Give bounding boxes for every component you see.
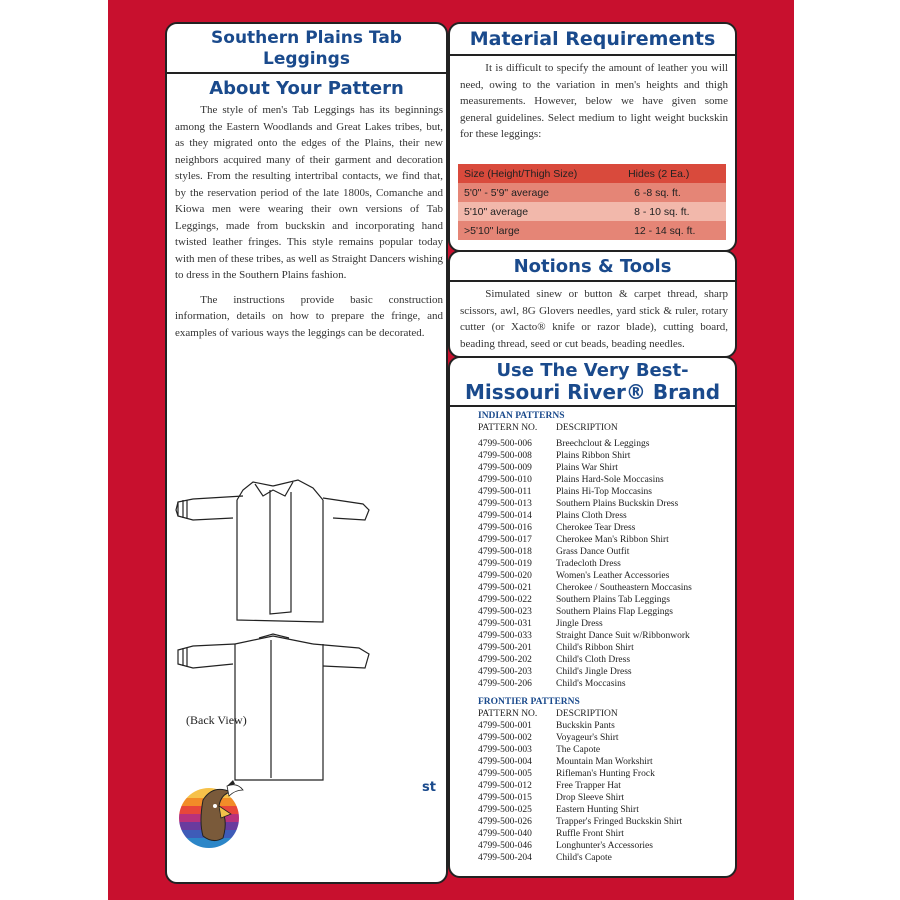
pattern-number: 4799-500-031 <box>478 619 532 629</box>
pattern-number: 4799-500-008 <box>478 451 532 461</box>
material-card <box>448 22 737 252</box>
about-paragraph-2: The instructions provide basic construction information, details on how to prepare the fringe, and examples of various ways the leggings can be decorated. <box>175 293 443 339</box>
size-cell: 5'10" average <box>464 205 529 218</box>
hides-cell: 12 - 14 sq. ft. <box>634 224 696 237</box>
pattern-number: 4799-500-010 <box>478 475 532 485</box>
pattern-number: 4799-500-009 <box>478 463 532 473</box>
pattern-description: Cherokee Man's Ribbon Shirt <box>556 535 669 545</box>
pattern-row <box>478 828 692 840</box>
pattern-row <box>478 522 692 534</box>
requirements-row <box>458 183 726 202</box>
pattern-number: 4799-500-023 <box>478 607 532 617</box>
pattern-description: Cherokee / Southeastern Moccasins <box>556 583 692 593</box>
shirt-front-illustration <box>173 474 373 654</box>
pattern-row <box>478 654 692 666</box>
pattern-row <box>478 666 692 678</box>
pattern-description: Jingle Dress <box>556 619 603 629</box>
pattern-number: 4799-500-040 <box>478 829 532 839</box>
pattern-row <box>478 438 692 450</box>
pattern-description: Free Trapper Hat <box>556 781 621 791</box>
pattern-number: 4799-500-003 <box>478 745 532 755</box>
pattern-description: Cherokee Tear Dress <box>556 523 636 533</box>
pattern-description: Plains Hard-Sole Moccasins <box>556 475 664 485</box>
pattern-row <box>478 534 692 546</box>
pattern-row <box>478 462 692 474</box>
frontier-heading: FRONTIER PATTERNS <box>478 697 580 707</box>
pattern-number: 4799-500-019 <box>478 559 532 569</box>
pattern-number: 4799-500-206 <box>478 679 532 689</box>
pattern-number: 4799-500-026 <box>478 817 532 827</box>
pattern-description: Drop Sleeve Shirt <box>556 793 625 803</box>
pattern-number: 4799-500-011 <box>478 487 532 497</box>
pattern-number: 4799-500-017 <box>478 535 532 545</box>
pattern-description: Plains Ribbon Shirt <box>556 451 631 461</box>
pattern-description: Voyageur's Shirt <box>556 733 619 743</box>
pattern-number: 4799-500-020 <box>478 571 532 581</box>
hides-cell: 8 - 10 sq. ft. <box>634 205 690 218</box>
about-text <box>175 102 443 341</box>
pattern-description: Southern Plains Buckskin Dress <box>556 499 679 509</box>
size-cell: >5'10" large <box>464 224 520 237</box>
about-paragraph-1: The style of men's Tab Leggings has its beginnings among the Eastern Woodlands and Great Lakes tribes, but, as they migrated onto the edges of the Plains, their new neighbors acquired many of their garment and decoration styles. From the resulting intertribal contacts, we find that, by the reservation period of the late 1800s, Comanche and Kiowa men were wearing their own versions of Tab Leggings, made from buckskin and incorporating hand twisted leather fringes. This style remains popular today with men of these tribes, as well as Straight Dancers wishing to dress in the Southern Plains fashion. <box>175 104 443 281</box>
material-heading: Material Requirements <box>469 28 716 50</box>
pattern-row <box>478 606 692 618</box>
pattern-description: Southern Plains Flap Leggings <box>556 607 673 617</box>
pattern-description: The Capote <box>556 745 601 755</box>
pattern-row <box>478 486 692 498</box>
pattern-row <box>478 720 692 732</box>
notions-text: Simulated sinew or button & carpet thread, sharp scissors, awl, 8G Glovers needles, yard stick & ruler, rotary cutter (or Xacto® knife or razor blade), cutting board, beading thread, seed or cut beads, beading needles. <box>460 288 728 350</box>
pattern-number: 4799-500-013 <box>478 499 532 509</box>
pattern-description: Plains War Shirt <box>556 463 618 473</box>
pattern-description: Child's Moccasins <box>556 679 626 689</box>
pattern-description: Straight Dance Suit w/Ribbonwork <box>556 631 690 641</box>
pattern-row <box>478 582 692 594</box>
pattern-row <box>478 630 692 642</box>
pattern-number: 4799-500-021 <box>478 583 532 593</box>
pattern-row <box>478 792 692 804</box>
frontier-rows <box>478 720 692 864</box>
pattern-number: 4799-500-046 <box>478 841 532 851</box>
pattern-description: Ruffle Front Shirt <box>556 829 624 839</box>
pattern-row <box>478 642 692 654</box>
stray-text: st <box>422 780 436 795</box>
pattern-number: 4799-500-201 <box>478 643 532 653</box>
requirements-table <box>458 164 726 240</box>
pattern-row <box>478 816 692 828</box>
pattern-title: Southern Plains Tab Leggings <box>211 28 402 69</box>
pattern-number: 4799-500-202 <box>478 655 532 665</box>
hides-cell: 6 -8 sq. ft. <box>634 186 681 199</box>
column-headers <box>478 708 692 720</box>
material-text: It is difficult to specify the amount of leather you will need, owing to the variation in men's heights and thigh measurements. However, below we have given some general guidelines. Select medium to light weight buckskin for these leggings: <box>460 62 728 140</box>
pattern-number: 4799-500-004 <box>478 757 532 767</box>
pattern-list <box>478 410 692 864</box>
pattern-description: Rifleman's Hunting Frock <box>556 769 655 779</box>
pattern-row <box>478 678 692 690</box>
pattern-row <box>478 474 692 486</box>
size-cell: 5'0" - 5'9" average <box>464 186 550 199</box>
pattern-number: 4799-500-025 <box>478 805 532 815</box>
pattern-number: 4799-500-204 <box>478 853 532 863</box>
pattern-number: 4799-500-016 <box>478 523 532 533</box>
header-hides: Hides (2 Ea.) <box>628 167 690 180</box>
pattern-description: Plains Cloth Dress <box>556 511 627 521</box>
pattern-row <box>478 594 692 606</box>
pattern-row <box>478 732 692 744</box>
brand-line-2: Missouri River® Brand <box>464 380 721 404</box>
col-description: DESCRIPTION <box>556 423 618 433</box>
pattern-description: Mountain Man Workshirt <box>556 757 653 767</box>
requirements-row <box>458 202 726 221</box>
pattern-description: Breechclout & Leggings <box>556 439 650 449</box>
pattern-row <box>478 768 692 780</box>
column-headers <box>478 422 692 434</box>
pattern-description: Grass Dance Outfit <box>556 547 630 557</box>
pattern-number: 4799-500-001 <box>478 721 532 731</box>
pattern-row <box>478 546 692 558</box>
header-size: Size (Height/Thigh Size) <box>464 167 578 180</box>
requirements-row <box>458 221 726 240</box>
back-view-label: (Back View) <box>186 713 247 727</box>
indian-rows <box>478 438 692 690</box>
eagle-logo <box>173 778 253 858</box>
pattern-row <box>478 852 692 864</box>
col-pattern-no: PATTERN NO. <box>478 709 538 719</box>
pattern-row <box>478 498 692 510</box>
requirements-header-row <box>458 164 726 183</box>
pattern-description: Child's Capote <box>556 853 612 863</box>
pattern-row <box>478 840 692 852</box>
indian-heading: INDIAN PATTERNS <box>478 411 565 421</box>
notions-heading: Notions & Tools <box>513 256 672 277</box>
col-pattern-no: PATTERN NO. <box>478 423 538 433</box>
pattern-description: Child's Jingle Dress <box>556 667 632 677</box>
pattern-row <box>478 780 692 792</box>
pattern-number: 4799-500-006 <box>478 439 532 449</box>
pattern-description: Longhunter's Accessories <box>556 841 653 851</box>
pattern-number: 4799-500-203 <box>478 667 532 677</box>
notions-card <box>448 250 737 358</box>
pattern-number: 4799-500-005 <box>478 769 532 779</box>
pattern-number: 4799-500-022 <box>478 595 532 605</box>
pattern-row <box>478 618 692 630</box>
pattern-number: 4799-500-012 <box>478 781 532 791</box>
pattern-row <box>478 756 692 768</box>
brand-line-1: Use The Very Best- <box>496 360 689 381</box>
pattern-description: Plains Hi-Top Moccasins <box>556 487 652 497</box>
left-card <box>165 22 448 884</box>
pattern-number: 4799-500-014 <box>478 511 532 521</box>
pattern-description: Child's Ribbon Shirt <box>556 643 634 653</box>
pattern-description: Eastern Hunting Shirt <box>556 805 639 815</box>
pattern-row <box>478 558 692 570</box>
pattern-description: Trapper's Fringed Buckskin Shirt <box>556 817 683 827</box>
pattern-row <box>478 450 692 462</box>
col-description: DESCRIPTION <box>556 709 618 719</box>
pattern-row <box>478 570 692 582</box>
pattern-number: 4799-500-033 <box>478 631 532 641</box>
pattern-number: 4799-500-002 <box>478 733 532 743</box>
pattern-row <box>478 744 692 756</box>
about-heading: About Your Pattern <box>209 78 404 99</box>
pattern-description: Southern Plains Tab Leggings <box>556 595 670 605</box>
pattern-description: Women's Leather Accessories <box>556 571 670 581</box>
pattern-description: Child's Cloth Dress <box>556 655 631 665</box>
pattern-description: Tradecloth Dress <box>556 559 621 569</box>
pattern-row <box>478 804 692 816</box>
pattern-number: 4799-500-018 <box>478 547 532 557</box>
pattern-number: 4799-500-015 <box>478 793 532 803</box>
brand-card <box>448 356 737 878</box>
pattern-description: Buckskin Pants <box>556 721 615 731</box>
pattern-row <box>478 510 692 522</box>
